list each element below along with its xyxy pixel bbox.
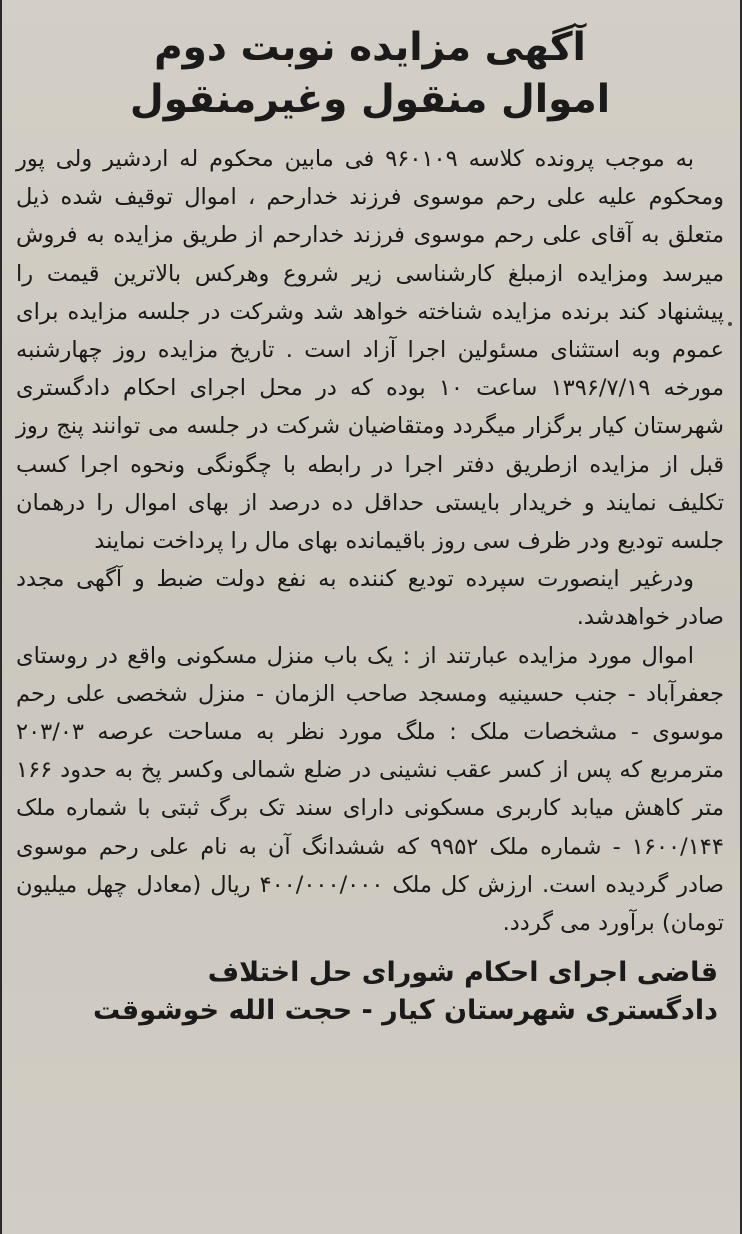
paragraph-auction-terms: به موجب پرونده کلاسه ۹۶۰۱۰۹ فی مابین محکوم له اردشیر ولی پور ومحکوم علیه علی رحم موسوی فرزند خدارحم ، اموال توقیف شده ذیل متعلق به آقای علی رحم موسوی فرزند خدارحم از طریق مزایده به فروش میرسد ومزایده ازمبلغ کارشناسی زیر شروع وهرکس بالاترین قیمت را پیشنهاد کند برنده مزایده شناخته خواهد شد وشرکت در جلسه مزایده برای عموم وبه استثنای مسئولین اجرا آزاد است . تاریخ مزایده روز چهارشنبه مورخه ۱۳۹۶/۷/۱۹ ساعت ۱۰ بوده که در محل اجرای احکام دادگستری شهرستان کیار برگزار میگردد ومتقاضیان شرکت در جلسه می توانند پنج روز قبل از مزایده ازطریق دفتر اجرا در رابطه با چگونگی ونحوه اجرا کسب تکلیف نمایند و خریدار بایستی حداقل ده درصد از بهای اموال را درهمان جلسه توديع ودر ظرف سی روز باقیمانده بهای مال را پرداخت نمایند xyxy=(16,146,725,555)
paragraph-deposit-forfeit: ودرغیر اینصورت سپرده توديع کننده به نفع دولت ضبط و آگهی مجدد صادر خواهدشد. xyxy=(16,566,724,631)
signature-name: دادگستری شهرستان کیار - حجت الله خوشوقت xyxy=(92,995,718,1027)
notice-title: آگهی مزایده نوبت دوم xyxy=(154,25,586,70)
paragraph-property-details: اموال مورد مزایده عبارتند از : یک باب منزل مسکونی واقع در روستای جعفرآباد - جنب حسینیه ومسجد صاحب الزمان - منزل شخصی علی رحم موسوی - مشخصات ملک : ملگ مورد نظر به مساحت عرصه ۲۰۳/۰۳ مترمربع که پس از کسر عقب نشینی در ضلع شمالی وکسر پخ به حدود ۱۶۶ متر کاهش میابد کاربری مسکونی دارای سند تک برگ ثبتی با شماره ملک ۱۶۰۰/۱۴۴ - شماره ملک ۹۹۵۲ که ششدانگ آن به نام علی رحم موسوی صادر گردیده است. ارزش کل ملک ۴۰۰/۰۰۰/۰۰۰ ریال (معادل چهل میلیون تومان) برآورد می گردد. xyxy=(16,642,724,937)
signature-block xyxy=(16,954,724,1030)
notice-subtitle: اموال منقول وغیرمنقول xyxy=(129,77,611,122)
title-block xyxy=(16,22,724,126)
margin-dot xyxy=(728,322,732,326)
signature-title: قاضی اجرای احکام شورای حل اختلاف xyxy=(207,957,718,989)
